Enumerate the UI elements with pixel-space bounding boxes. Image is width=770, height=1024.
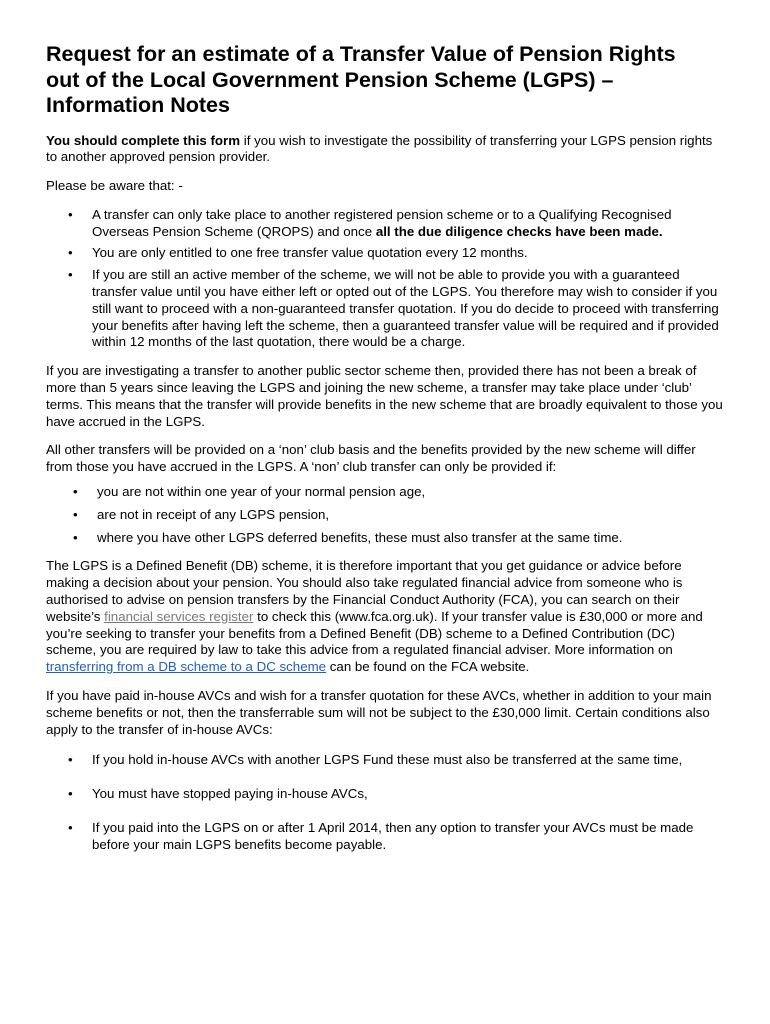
list-item-bold: all the due diligence checks have been made. [375,223,663,239]
bullet-icon: • [73,529,78,545]
bullet-icon: • [68,786,73,802]
intro-bold: You should complete this form [46,132,241,148]
list-item [46,507,724,524]
list-item-text: You must have stopped paying in-house AVCs, [92,786,368,802]
page-title: Request for an estimate of a Transfer Value of Pension Rights out of the Local Government Pension Scheme (LGPS) – Information Notes [46,42,676,117]
bullet-icon: • [68,752,73,768]
bullet-icon: • [73,484,78,500]
bullet-icon: • [68,267,73,283]
list-item [46,267,724,351]
avc-list [46,752,724,853]
list-item-text: A transfer can only take place to another registered pension scheme or to a Qualifying Recognised Overseas Pension Scheme (QROPS) and once [92,206,672,239]
db-to-dc-link[interactable]: transferring from a DB scheme to a DC scheme [46,659,327,675]
list-item-text: If you paid into the LGPS on or after 1 April 2014, then any option to transfer your AVCs must be made before your main LGPS benefits become payable. [92,820,694,852]
intro-text: if you wish to investigate the possibility of transferring your LGPS pension rights to another approved pension provider. [46,132,713,165]
list-item [46,484,724,501]
list-item-text: You are only entitled to one free transfer value quotation every 12 months. [92,245,528,261]
list-item [46,752,724,769]
list-item-text: If you hold in-house AVCs with another LGPS Fund these must also be transferred at the same time, [92,752,683,768]
list-item [46,530,724,547]
bullet-icon: • [73,506,78,522]
nonclub-list [46,484,724,546]
club-paragraph: If you are investigating a transfer to another public sector scheme then, provided there has not been a break of more than 5 years since leaving the LGPS and joining the new scheme, a transfer may take place under ‘club’ terms. This means that the transfer will provide benefits in the new scheme that are broadly equivalent to those you have accrued in the LGPS. [46,363,723,429]
list-item-text: are not in receipt of any LGPS pension, [97,506,330,522]
bullet-icon: • [68,820,73,835]
bullet-icon: • [68,245,73,261]
avc-paragraph: If you have paid in-house AVCs and wish for a transfer quotation for these AVCs, whether in addition to your main scheme benefits or not, then the transferrable sum will not be subject to the £30,000 limit. Certain conditions also apply to the transfer of in-house AVCs: [46,688,712,737]
financial-services-register-link[interactable]: financial services register [104,608,254,624]
aware-heading: Please be aware that: - [46,178,183,194]
list-item-text: you are not within one year of your normal pension age, [97,484,426,500]
db-text-1: The LGPS is a Defined Benefit (DB) scheme, it is therefore important that you get guidance or advice before making a decision about your pension. You should also take regulated financial advice from someone who is authorised to advise on pension transfers by the Financial Conduct Authority (FCA), you can search on their website’s [46,558,683,624]
db-paragraph [46,558,724,676]
list-item-text: where you have other LGPS deferred benefits, these must also transfer at the same time. [97,529,623,545]
list-item [46,207,724,241]
db-text-3: can be found on the FCA website. [326,659,530,675]
intro-paragraph [46,133,724,167]
db-text-2: to check this (www.fca.org.uk). If your transfer value is £30,000 or more and you’re seeking to transfer your benefits from a Defined Benefit (DB) scheme to a Defined Contribution (DC) scheme, you are required by law to take this advice from a regulated financial adviser. More information on [46,608,703,658]
list-item-text: If you are still an active member of the scheme, we will not be able to provide you with a guaranteed transfer value until you have either left or opted out of the LGPS. You therefore may wish to consider if you still want to proceed with a non-guaranteed transfer quotation. If you do decide to proceed with transferring your benefits after having left the scheme, then a guaranteed transfer value will be required and if provided within 12 months of the last quotation, there would be a charge. [92,267,719,350]
list-item [46,786,724,803]
list-item [46,820,724,854]
bullet-icon: • [68,206,73,222]
list-item [46,245,724,262]
nonclub-paragraph: All other transfers will be provided on a ‘non’ club basis and the benefits provided by the new scheme will differ from those you have accrued in the LGPS. A ‘non’ club transfer can only be provided if: [46,442,696,475]
aware-list [46,207,724,351]
